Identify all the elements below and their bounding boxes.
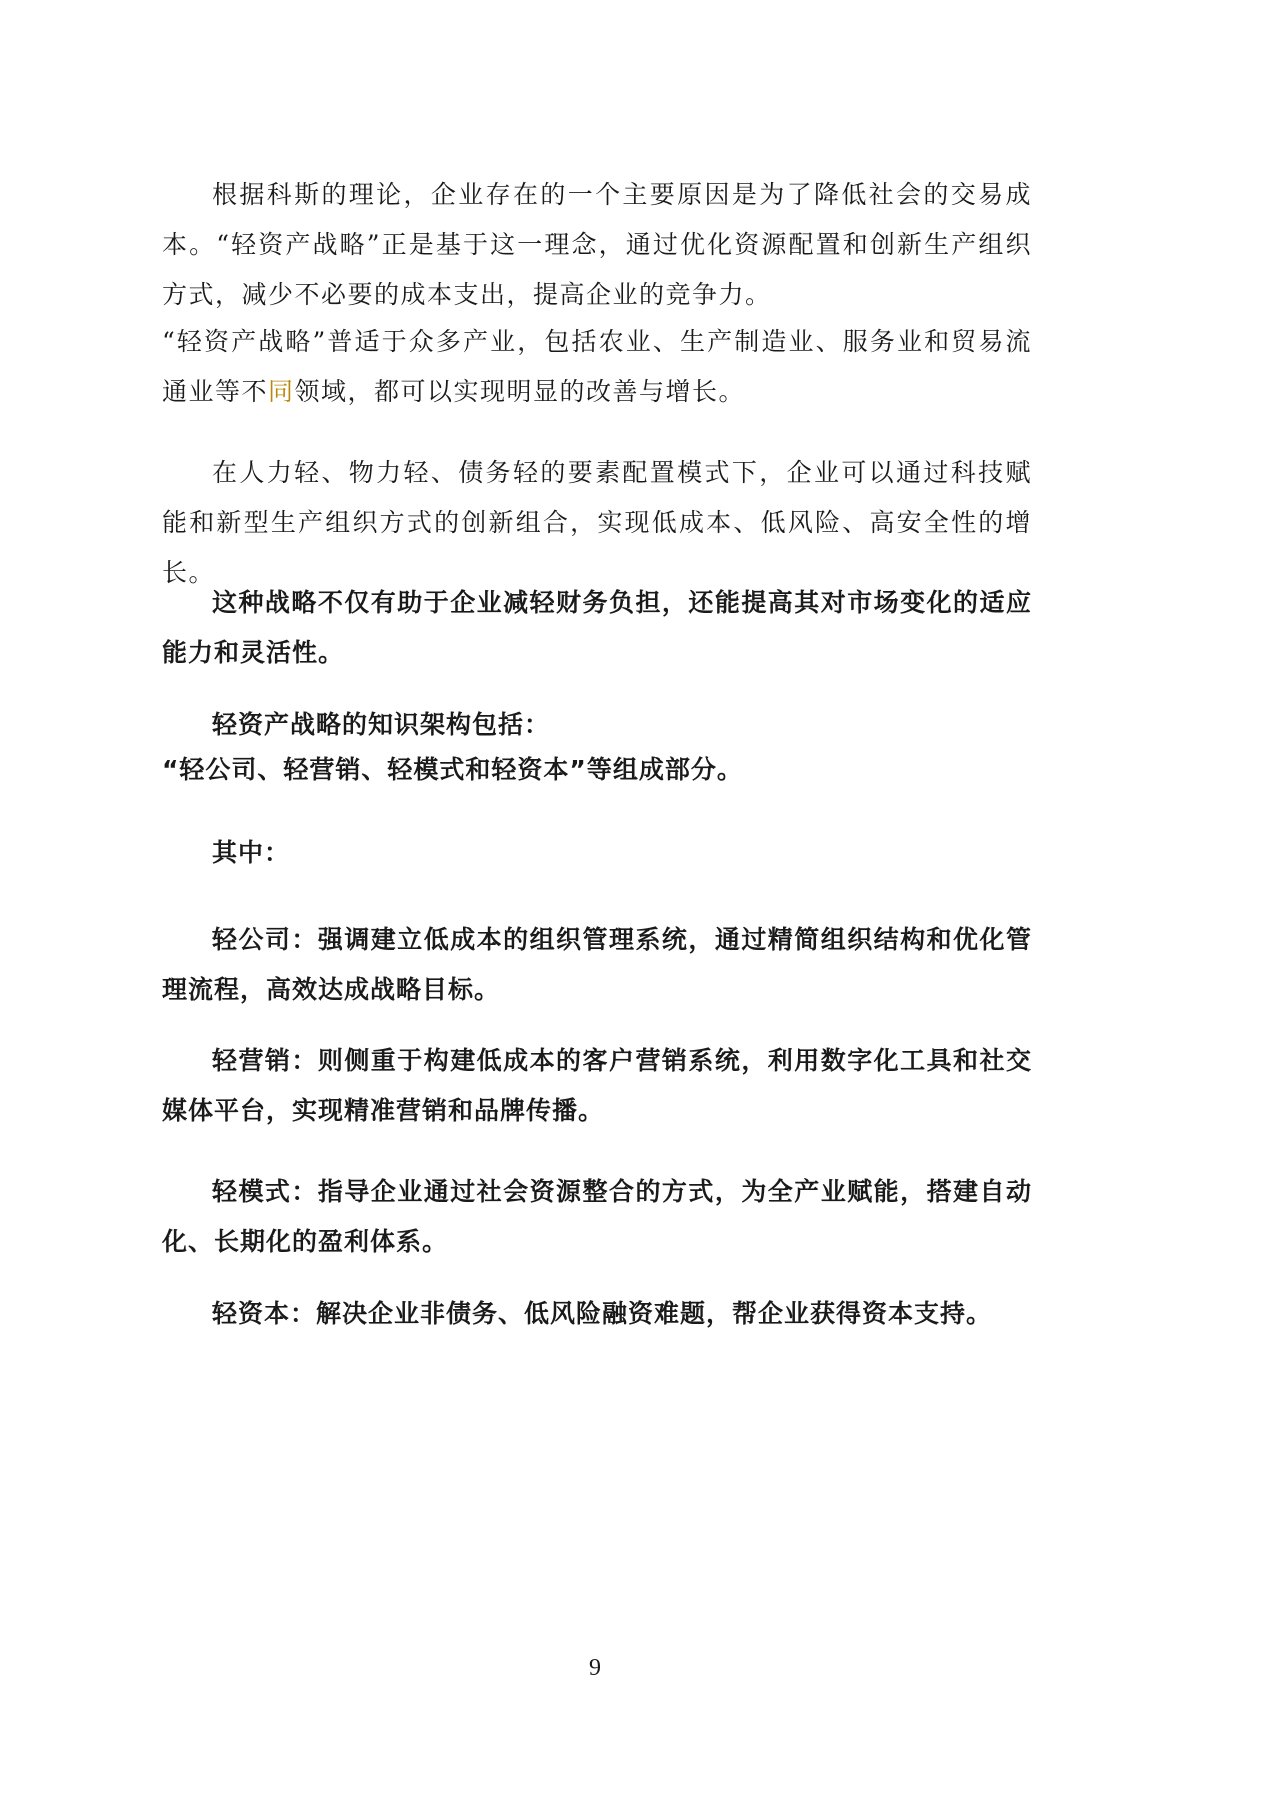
paragraph-text: 在人力轻、物力轻、债务轻的要素配置模式下，企业可以通过科技赋能和新型生产组织方式的创新组合，实现低成本、低风险、高安全性的增长。 <box>162 458 1032 587</box>
paragraph-among-them <box>162 828 1032 878</box>
accent-character: 同 <box>268 377 295 406</box>
paragraph-light-company <box>162 915 1032 1015</box>
paragraph-text: 这种战略不仅有助于企业减轻财务负担，还能提高其对市场变化的适应能力和灵活性。 <box>162 588 1032 667</box>
paragraph-coase-theory <box>162 170 1032 320</box>
paragraph-applicability <box>162 317 1032 417</box>
paragraph-text-part1: “轻资产战略”普适于众多产业，包括农业、生产制造业、服务业和贸易流通业等不 <box>162 327 1032 406</box>
framework-components: “轻公司、轻营销、轻模式和轻资本”等组成部分。 <box>162 755 743 784</box>
paragraph-text: 轻模式：指导企业通过社会资源整合的方式，为全产业赋能，搭建自动化、长期化的盈利体系。 <box>162 1177 1032 1256</box>
paragraph-strategy-benefits <box>162 578 1032 678</box>
paragraph-text: 轻公司：强调建立低成本的组织管理系统，通过精简组织结构和优化管理流程，高效达成战略目标。 <box>162 925 1032 1004</box>
paragraph-framework-components <box>162 745 1032 795</box>
paragraph-text: 根据科斯的理论，企业存在的一个主要原因是为了降低社会的交易成本。“轻资产战略”正是基于这一理念，通过优化资源配置和创新生产组织方式，减少不必要的成本支出，提高企业的竞争力。 <box>162 180 1032 309</box>
paragraph-text: 其中： <box>212 838 291 867</box>
paragraph-light-model <box>162 1167 1032 1267</box>
paragraph-light-factors <box>162 448 1032 598</box>
paragraph-text: 轻资本：解决企业非债务、低风险融资难题，帮企业获得资本支持。 <box>212 1299 993 1328</box>
paragraph-light-marketing <box>162 1036 1032 1136</box>
paragraph-text: 轻营销：则侧重于构建低成本的客户营销系统，利用数字化工具和社交媒体平台，实现精准营销和品牌传播。 <box>162 1046 1032 1125</box>
page-number: 9 <box>589 1655 601 1681</box>
framework-heading: 轻资产战略的知识架构包括： <box>212 710 551 739</box>
paragraph-knowledge-framework <box>162 700 1032 750</box>
paragraph-light-capital <box>162 1289 1032 1339</box>
paragraph-text-part2: 领域，都可以实现明显的改善与增长。 <box>294 377 746 406</box>
